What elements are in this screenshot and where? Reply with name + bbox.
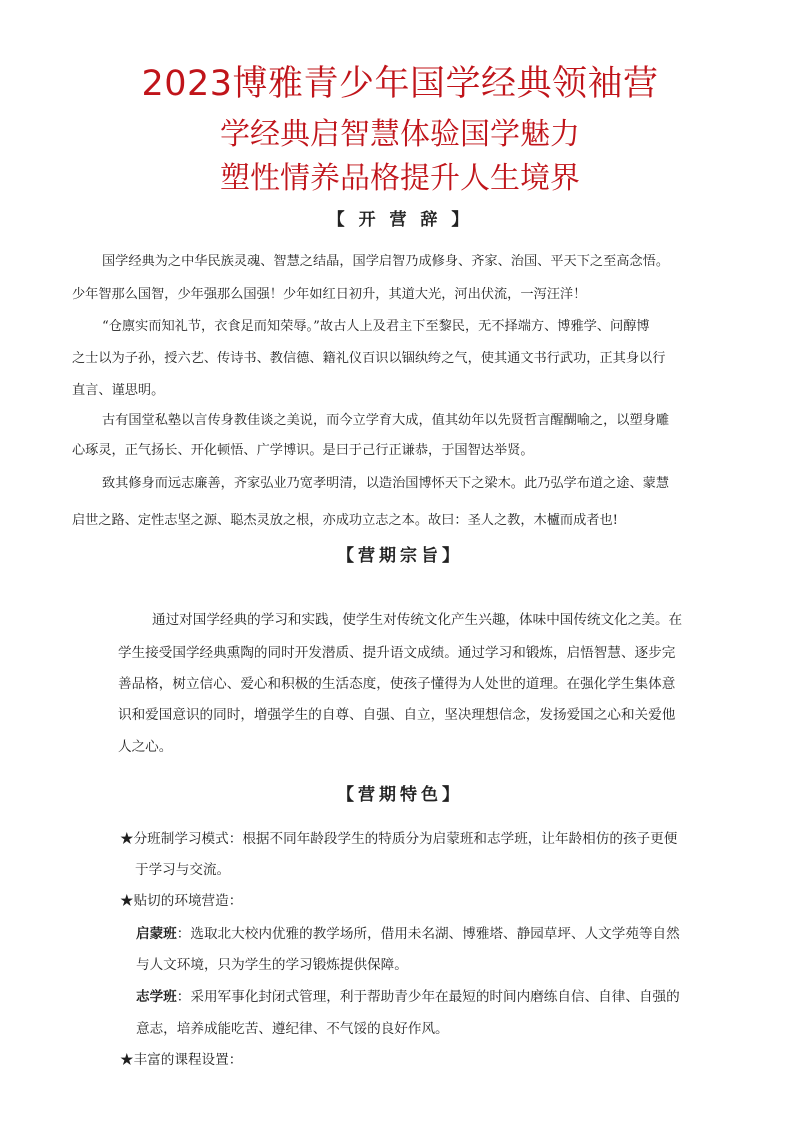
aim-line: 人之心。 — [118, 739, 173, 755]
opening-line: 直言、谨思明。 — [72, 383, 165, 398]
aim-line: 学生接受国学经典熏陶的同时开发潜质、提升语文成绩。通过学习和锻炼，启悟智慧、逐步完 — [118, 645, 676, 661]
class-description-zhixue — [136, 985, 680, 1005]
class-description-qimeng — [136, 922, 680, 942]
subtitle-line-2: 塑性情养品格提升人生境界 — [220, 161, 580, 196]
feature-item-class-system: ★分班制学习模式：根据不同年龄段学生的特质分为启蒙班和志学班，让年龄相仿的孩子更便 — [120, 831, 678, 847]
class-label-zhixue: 志学班 — [136, 989, 177, 1005]
section-heading-opening: 【 开 营 辞 】 — [327, 210, 473, 230]
subtitle-line-1: 学经典启智慧体验国学魅力 — [220, 117, 580, 152]
opening-line: 致其修身而远志廉善，齐家弘业乃宽孝明清，以造治国博怀天下之梁木。此乃弘学布道之途、蒙慧 — [102, 476, 670, 491]
opening-line: 之士以为子孙，授六艺、传诗书、教信德、籍礼仪百识以锢纨绔之气，使其通文书行武功，正其身以行 — [72, 351, 666, 366]
opening-line: 心琢灵，正气扬长、开化顿悟、广学博识。是曰于己行正谦恭，于国智达举贤。 — [72, 443, 534, 458]
class-description-zhixue-cont: 意志，培养成能吃苦、遵纪律、不气馁的良好作风。 — [136, 1021, 449, 1037]
document-title: 2023博雅青少年国学经典领袖营 — [141, 64, 659, 104]
opening-line: 少年智那么国智，少年强那么国强！少年如红日初升，其道大光，河出伏流，一泻汪洋！ — [72, 287, 587, 302]
feature-item-class-system-cont: 于学习与交流。 — [135, 862, 231, 878]
feature-item-courses: ★丰富的课程设置： — [120, 1052, 243, 1068]
class-text-qimeng: ：选取北大校内优雅的教学场所，借用未名湖、博雅塔、静园草坪、人文学苑等自然 — [176, 926, 680, 942]
feature-item-environment: ★贴切的环境营造： — [120, 893, 243, 909]
opening-line: 启世之路、定性志坚之源、聪杰灵放之根，亦成功立志之本。故曰：圣人之教，木櫨而成者也! — [72, 513, 618, 528]
class-description-qimeng-cont: 与人文环境，只为学生的学习锻炼提供保障。 — [136, 957, 408, 973]
opening-line: 国学经典为之中华民族灵魂、智慧之结晶，国学启智乃成修身、齐家、治国、平天下之至高念悟。 — [102, 254, 670, 269]
section-heading-features: 【营期特色】 — [337, 785, 463, 805]
aim-line: 识和爱国意识的同时，增强学生的自尊、自强、自立，坚决理想信念，发扬爱国之心和关爱他 — [118, 707, 676, 723]
opening-line: “仓廪实而知礼节，衣食足而知荣辱。”故古人上及君主下至黎民，无不择端方、博雅学、问醇博 — [102, 319, 650, 334]
opening-line: 古有国堂私塾以言传身教佳谈之美说，而今立学育大成，值其幼年以先贤哲言醒醐喻之，以塑身雕 — [102, 413, 670, 428]
aim-line: 善品格，树立信心、爱心和积极的生活态度，使孩子懂得为人处世的道理。在强化学生集体意 — [118, 676, 676, 692]
class-text-zhixue: ：采用军事化封闭式管理，利于帮助青少年在最短的时间内磨练自信、自律、自强的 — [176, 989, 680, 1005]
aim-line: 通过对国学经典的学习和实践，使学生对传统文化产生兴趣，体味中国传统文化之美。在 — [152, 612, 683, 628]
section-heading-aim: 【营期宗旨】 — [337, 546, 463, 566]
class-label-qimeng: 启蒙班 — [136, 926, 177, 942]
